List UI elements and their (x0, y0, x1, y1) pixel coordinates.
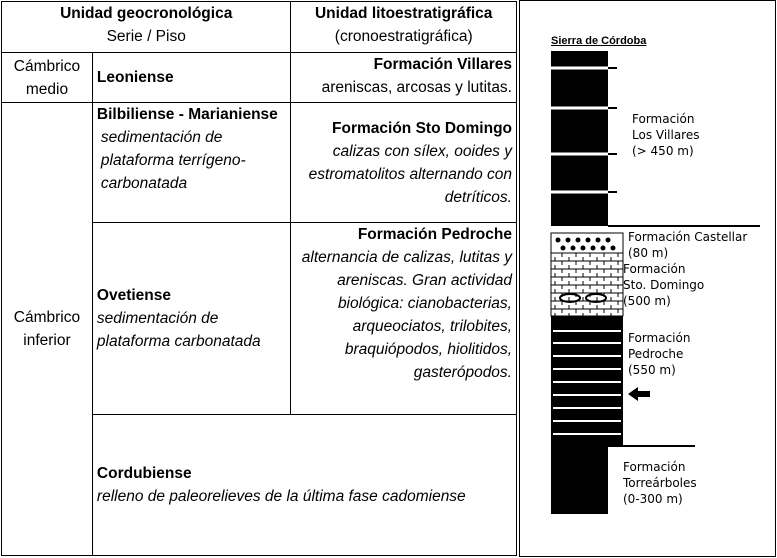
piso-leoniense: Leoniense (92, 53, 291, 103)
stratigraphic-column-figure (519, 0, 776, 557)
arrow-icon (628, 387, 650, 401)
label-castellar: Formación Castellar (80 m) (628, 230, 748, 260)
piso-cordubiense: Cordubiense (96, 465, 192, 482)
piso-cordubiense-desc: relleno de paleorelieves de la última fase cadomiense (96, 488, 466, 505)
stratigraphic-table (1, 1, 517, 556)
header-lithostratigraphic-sub: (cronoestratigráfica) (334, 28, 473, 45)
formacion-villares-desc: areniscas, arcosas y lutitas. (321, 79, 512, 96)
formacion-stodomingo: Formación Sto Domingo (332, 119, 512, 137)
unit-villares (551, 51, 608, 226)
piso-ovetiense-desc: sedimentación de plataforma carbonatada (96, 310, 261, 350)
label-stodomingo: Formación Sto. Domingo (500 m) (623, 262, 705, 308)
figure-title: Sierra de Córdoba (551, 35, 647, 47)
header-lithostratigraphic-title: Unidad litoestratigráfica (314, 5, 493, 22)
formacion-villares-cell (291, 53, 517, 103)
formacion-pedroche: Formación Pedroche (357, 226, 512, 243)
header-geochronologic (2, 2, 291, 53)
formacion-pedroche-cell (291, 223, 517, 415)
label-torrearboles: Formación Torreárboles (0-300 m) (623, 460, 697, 506)
label-villares: Formación Los Villares (> 450 m) (632, 112, 700, 158)
piso-cordubiense-cell (92, 415, 516, 556)
unit-stodomingo (551, 253, 623, 316)
piso-ovetiense: Ovetiense (96, 287, 172, 304)
header-geochronologic-title: Unidad geocronológica (60, 5, 233, 22)
formacion-stodomingo-desc: calizas con sílex, ooides y estromatolitos alternando con detríticos. (308, 142, 512, 206)
piso-bilbiliense-cell (92, 103, 291, 223)
unit-torrearboles (551, 446, 608, 514)
formacion-stodomingo-cell (291, 103, 517, 223)
piso-bilbiliense-desc: sedimentación de plataforma terrígeno-carbonatada (100, 129, 246, 192)
serie-cambrico-inferior: Cámbrico inferior (2, 103, 93, 556)
serie-cambrico-medio: Cámbrico medio (2, 53, 93, 103)
piso-ovetiense-cell (92, 223, 291, 415)
formacion-villares: Formación Villares (373, 56, 512, 73)
header-geochronologic-sub: Serie / Piso (106, 28, 186, 45)
header-lithostratigraphic (291, 2, 517, 53)
piso-bilbiliense: Bilbiliense - Marianiense (96, 106, 278, 123)
label-pedroche: Formación Pedroche (550 m) (628, 331, 691, 377)
formacion-pedroche-desc: alternancia de calizas, lutitas y areniscas. Gran actividad biológica: cianobacterias, arqueociatos, trilobites, braquiópodos, hiolitidos, gasterópodos. (301, 249, 512, 381)
